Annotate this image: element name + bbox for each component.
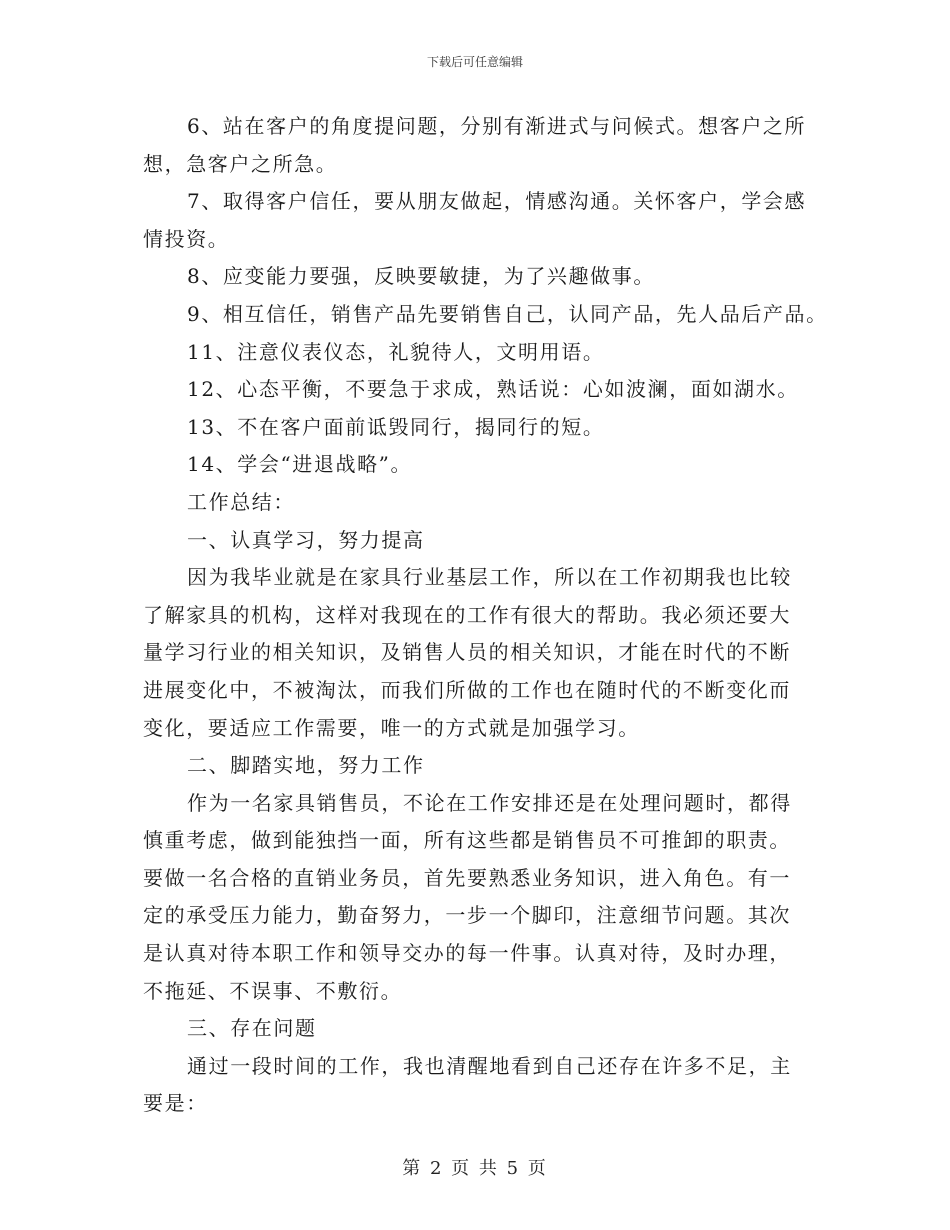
text-line: 因为我毕业就是在家具行业基层工作，所以在工作初期我也比较 xyxy=(187,565,792,590)
text-line: 14、学会“进退战略”。 xyxy=(187,452,413,477)
text-line: 二、脚踏实地，努力工作 xyxy=(187,753,425,778)
text-line: 一、认真学习，努力提高 xyxy=(187,527,425,552)
text-line: 通过一段时间的工作，我也清醒地看到自己还存在许多不足，主 xyxy=(187,1053,792,1078)
page-footer: 第 2 页 共 5 页 xyxy=(402,1158,548,1179)
text-line: 6、站在客户的角度提问题，分别有渐进式与问候式。想客户之所 xyxy=(187,114,807,138)
text-line: 要是： xyxy=(143,1091,208,1116)
page-header: 下载后可任意编辑 xyxy=(426,55,523,69)
text-line: 不拖延、不误事、不敷衍。 xyxy=(143,978,403,1003)
text-line: 工作总结： xyxy=(187,489,295,514)
document-body xyxy=(143,108,828,1123)
text-line: 12、心态平衡，不要急于求成，熟话说：心如波澜，面如湖水。 xyxy=(187,377,799,402)
text-line: 情投资。 xyxy=(143,226,230,251)
text-line: 9、相互信任，销售产品先要销售自己，认同产品，先人品后产品。 xyxy=(187,301,828,326)
text-line: 变化，要适应工作需要，唯一的方式就是加强学习。 xyxy=(143,715,640,740)
text-line: 要做一名合格的直销业务员，首先要熟悉业务知识，进入角色。有一 xyxy=(143,865,791,890)
text-line: 进展变化中，不被淘汰，而我们所做的工作也在随时代的不断变化而 xyxy=(143,677,791,702)
text-line: 8、应变能力要强，反映要敏捷，为了兴趣做事。 xyxy=(187,264,655,289)
text-line: 定的承受压力能力，勤奋努力，一步一个脚印，注意细节问题。其次 xyxy=(143,903,791,928)
text-line: 作为一名家具销售员，不论在工作安排还是在处理问题时，都得 xyxy=(187,790,792,815)
text-line: 了解家具的机构，这样对我现在的工作有很大的帮助。我必须还要大 xyxy=(143,602,791,627)
text-line: 慎重考虑，做到能独挡一面，所有这些都是销售员不可推卸的职责。 xyxy=(143,828,791,853)
text-line: 13、不在客户面前诋毁同行，揭同行的短。 xyxy=(187,414,605,439)
text-line: 是认真对待本职工作和领导交办的每一件事。认真对待，及时办理， xyxy=(143,941,791,966)
text-line: 量学习行业的相关知识，及销售人员的相关知识，才能在时代的不断 xyxy=(143,640,791,665)
text-line: 想，急客户之所急。 xyxy=(143,151,338,176)
text-line: 7、取得客户信任，要从朋友做起，情感沟通。关怀客户，学会感 xyxy=(187,189,807,214)
text-line: 11、注意仪表仪态，礼貌待人，文明用语。 xyxy=(187,339,605,364)
text-line: 三、存在问题 xyxy=(187,1016,317,1041)
